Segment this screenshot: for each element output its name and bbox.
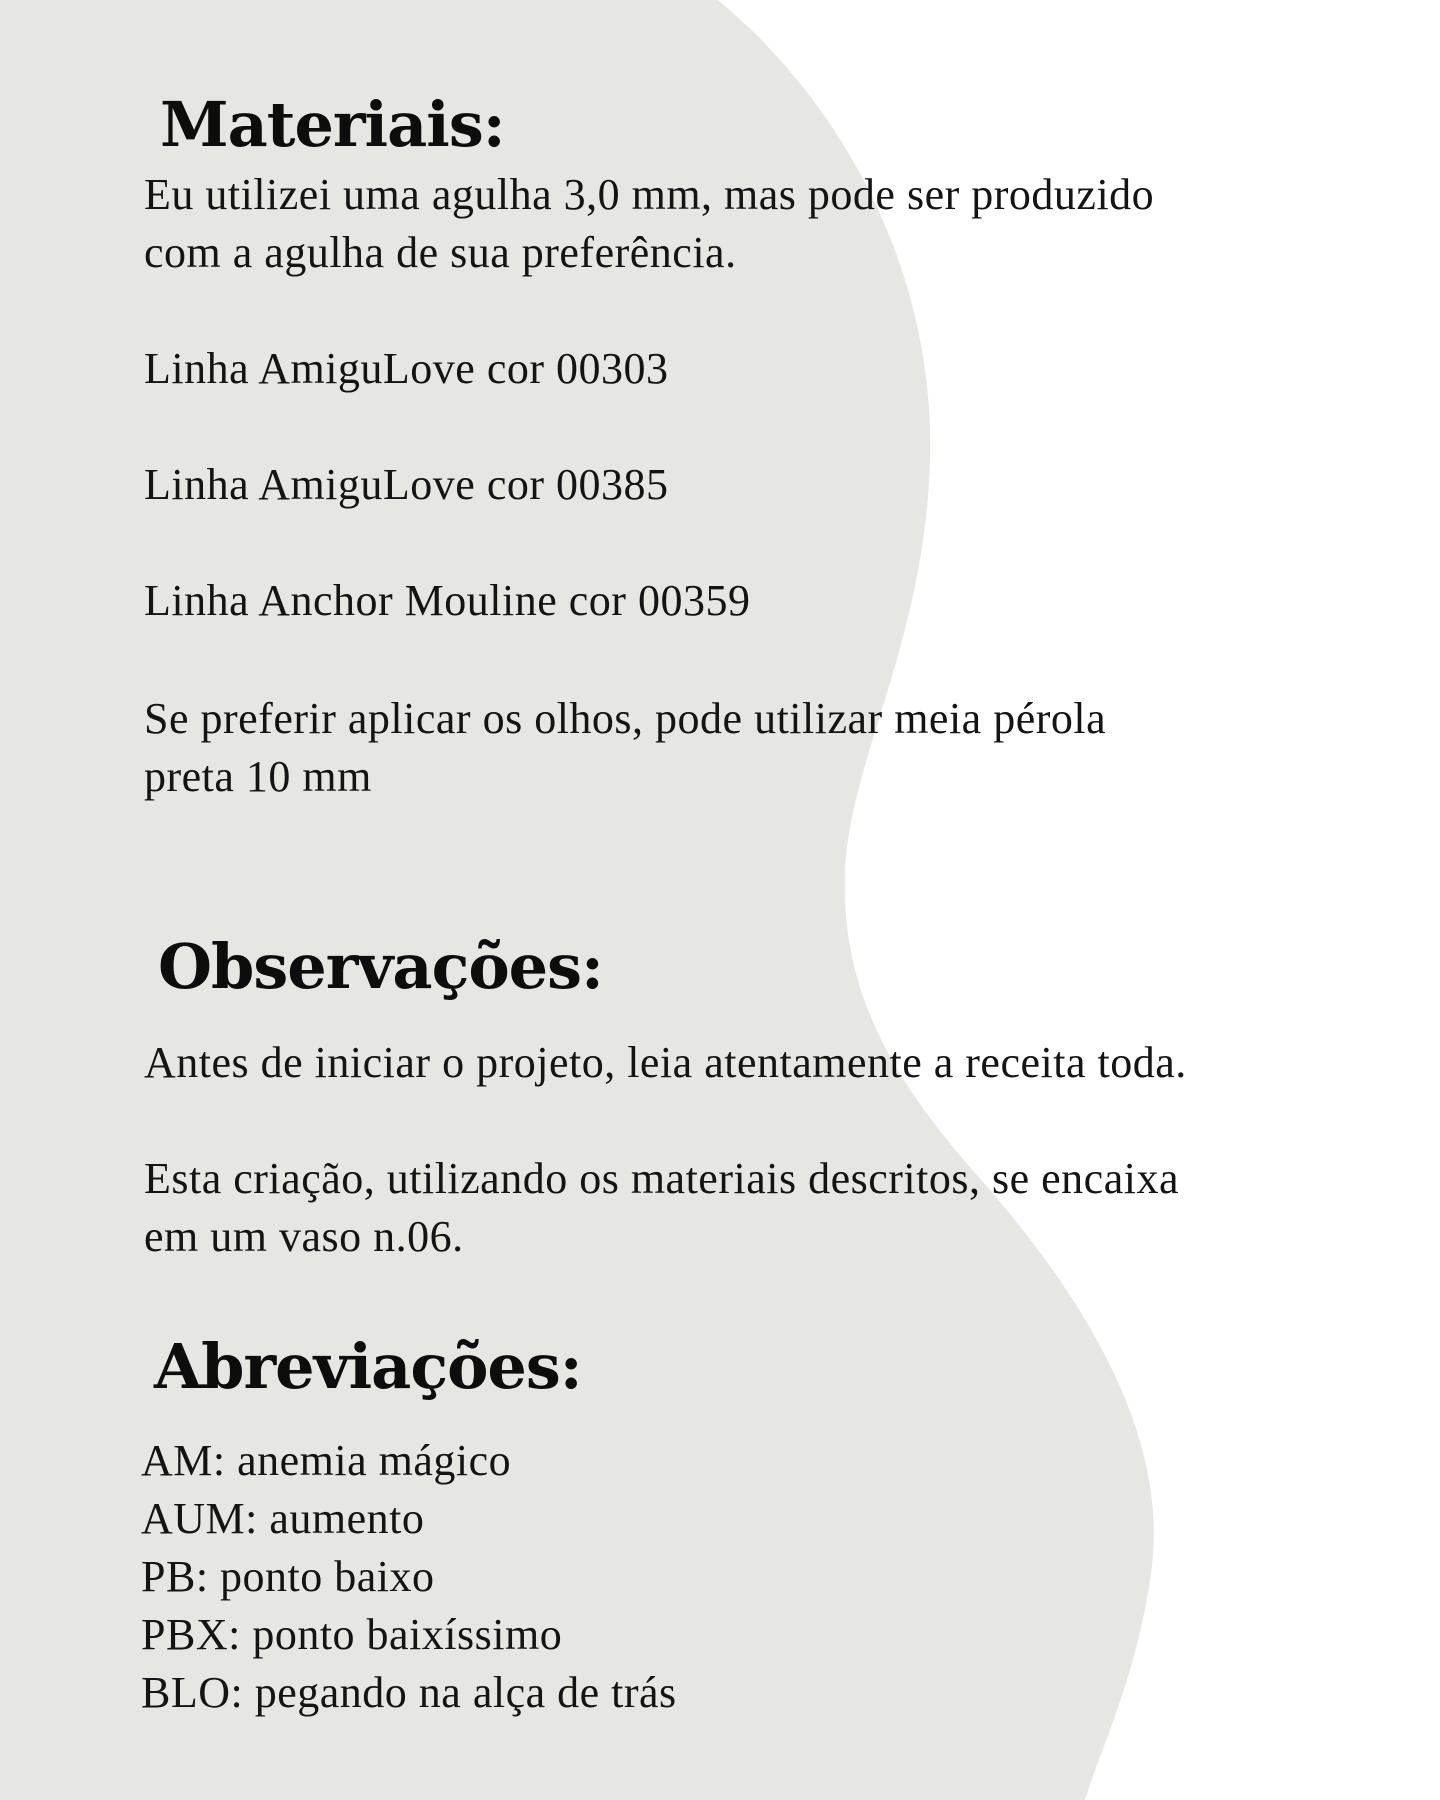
observation-note-2-line-1: Esta criação, utilizando os materiais descritos, se encaixa <box>144 1154 1179 1203</box>
eyes-text-line-1: Se preferir aplicar os olhos, pode utilizar meia pérola <box>144 694 1107 743</box>
observations-heading: Observações: <box>158 930 603 1003</box>
observation-note-1: Antes de iniciar o projeto, leia atentamente a receita toda. <box>144 1038 1187 1087</box>
abbreviations-heading: Abreviações: <box>154 1330 582 1403</box>
abbreviation-item: PB: ponto baixo <box>141 1552 435 1601</box>
abbreviation-item: BLO: pegando na alça de trás <box>141 1668 677 1717</box>
abbreviation-item: PBX: ponto baixíssimo <box>141 1610 563 1659</box>
abbreviation-item: AM: anemia mágico <box>141 1436 512 1485</box>
yarn-item-1: Linha AmiguLove cor 00303 <box>144 344 669 393</box>
abbreviations-list <box>141 1432 677 1722</box>
yarn-item-3: Linha Anchor Mouline cor 00359 <box>144 576 751 625</box>
materials-heading: Materiais: <box>160 88 505 161</box>
observation-note-2-line-2: em um vaso n.06. <box>144 1212 464 1261</box>
needle-text-line-1: Eu utilizei uma agulha 3,0 mm, mas pode ser produzido <box>144 170 1155 219</box>
yarn-item-2: Linha AmiguLove cor 00385 <box>144 460 669 509</box>
needle-text-line-2: com a agulha de sua preferência. <box>144 228 737 277</box>
abbreviation-item: AUM: aumento <box>141 1494 425 1543</box>
eyes-text-line-2: preta 10 mm <box>144 752 372 801</box>
